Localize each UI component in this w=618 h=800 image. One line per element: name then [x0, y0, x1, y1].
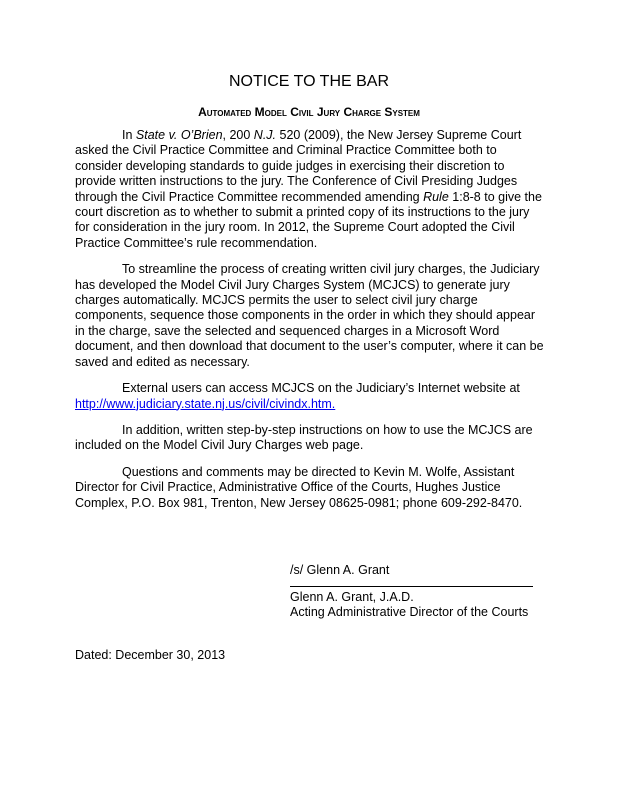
paragraph-4: In addition, written step-by-step instructions on how to use the MCJCS are included on the Model Civil Jury Charges web page.	[75, 422, 533, 453]
signature-name: Glenn A. Grant, J.A.D.	[290, 590, 414, 604]
date-line: Dated: December 30, 2013	[75, 648, 226, 662]
p1-cite-a: , 200	[222, 128, 254, 142]
signature-signed: /s/ Glenn A. Grant	[290, 563, 390, 577]
page-title: NOTICE TO THE BAR	[228, 73, 390, 90]
paragraph-1	[75, 128, 545, 251]
p3-text: External users can access MCJCS on the Judiciary’s Internet website at	[122, 381, 520, 396]
page-subtitle: Automated Model Civil Jury Charge System	[198, 105, 420, 119]
document-body	[75, 128, 545, 522]
p1-case-name: State v. O’Brien	[135, 128, 223, 142]
judiciary-website-link[interactable]: http://www.judiciary.state.nj.us/civil/civindx.htm.	[75, 396, 336, 411]
p1-lead: In	[122, 128, 136, 142]
signature-line	[290, 586, 533, 587]
paragraph-5: Questions and comments may be directed to Kevin M. Wolfe, Assistant Director for Civil Practice, Administrative Office of the Courts, Hughes Justice Complex, P.O. Box 981, Trenton, New Jersey 08625-0981; phone 609-292-8470.	[75, 464, 523, 510]
paragraph-2: To streamline the process of creating written civil jury charges, the Judiciary has developed the Model Civil Jury Charges System (MCJCS) to generate jury charges automatically. MCJCS permits the user to select civil jury charge components, sequence those components in the order in which they should appear in the charge, save the selected and sequenced charges in a Microsoft Word document, and then download that document to the user’s computer, where it can be saved and edited as necessary.	[75, 262, 544, 369]
p1-rest-a: 520 (2009), the New Jersey Supreme Court asked the Civil Practice Committee and Criminal Practice Committee both to consider developing standards to guide judges in exercising their discretion to provide written instructions to the jury. The Conference of Civil Presiding Judges through the Civil Practice Committee recommended amending	[75, 128, 522, 204]
signature-position: Acting Administrative Director of the Courts	[290, 605, 529, 619]
p1-rest-b: 1:8-8 to give the court discretion as to whether to submit a printed copy of its instructions to the jury for consideration in the jury room. In 2012, the Supreme Court adopted the Civil Practice Committee’s rule recommendation.	[75, 189, 542, 250]
p1-rule: Rule	[423, 189, 449, 204]
paragraph-3	[75, 381, 545, 412]
p1-reporter: N.J.	[253, 128, 277, 142]
